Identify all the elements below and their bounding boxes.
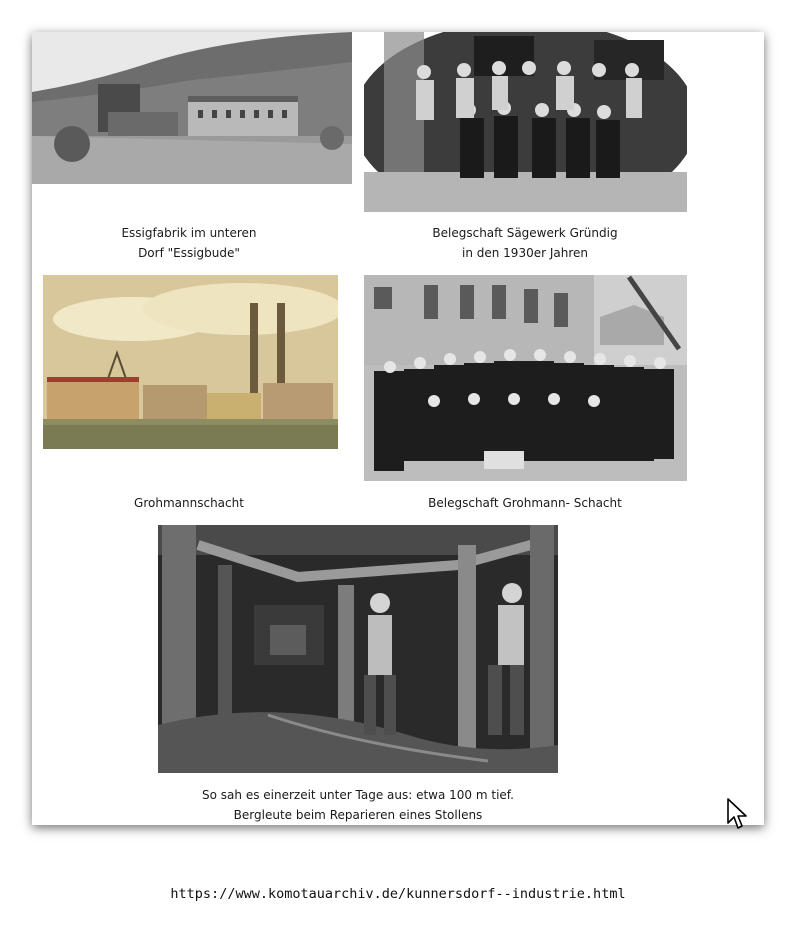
vinegar-factory-photo[interactable] — [32, 32, 352, 184]
miners-underground-photo[interactable] — [158, 525, 558, 773]
source-url[interactable]: https://www.komotauarchiv.de/kunnersdorf--industrie.html — [170, 886, 626, 902]
mouse-pointer-icon — [726, 797, 748, 831]
caption-vinegar-factory: Essigfabrik im unteren Dorf "Essigbude" — [121, 226, 257, 260]
grohmann-shaft-photo[interactable] — [43, 275, 338, 449]
grohmann-staff-photo[interactable] — [364, 275, 687, 481]
caption-grohmann-staff: Belegschaft Grohmann- Schacht — [428, 496, 622, 510]
caption-miners-underground: So sah es einerzeit unter Tage aus: etwa 100 m tief. Bergleute beim Reparieren eines Stollens — [202, 788, 514, 822]
caption-grohmann-shaft: Grohmannschacht — [134, 496, 244, 510]
sawmill-staff-photo[interactable] — [364, 32, 687, 212]
gallery-page — [32, 32, 764, 825]
caption-sawmill-staff: Belegschaft Sägewerk Gründig in den 1930er Jahren — [432, 226, 618, 260]
